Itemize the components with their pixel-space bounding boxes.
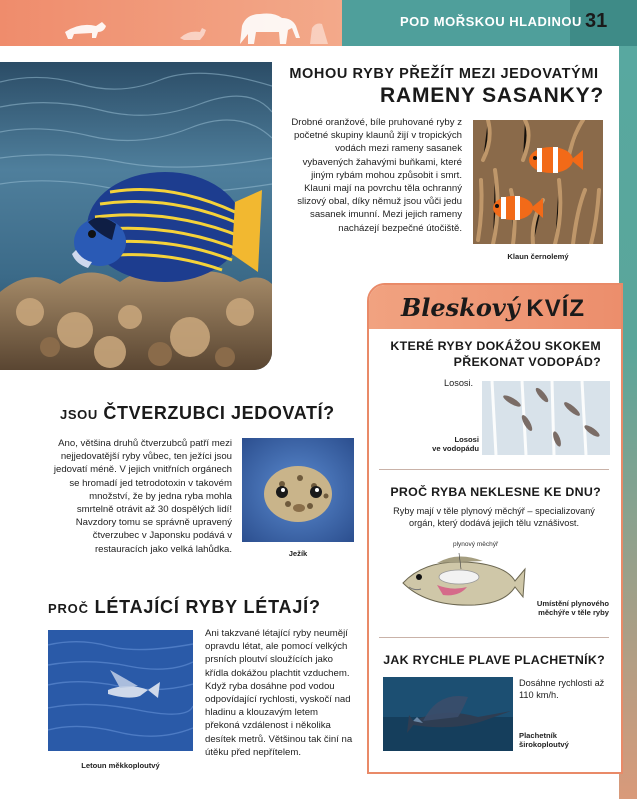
quiz-q1-prefix: KTERÉ RYBY <box>390 339 473 353</box>
sailfish-photo <box>383 677 513 751</box>
swim-bladder-label: plynový měchýř <box>453 541 499 548</box>
swim-bladder-caption <box>509 599 609 617</box>
quiz-divider-1 <box>379 469 609 470</box>
quick-quiz-panel <box>367 283 623 774</box>
angelfish-photo <box>0 62 272 370</box>
salmon-waterfall-photo <box>482 381 610 455</box>
question-flying-text: Ani takzvané létající ryby neumějí opravdu létat, ale pomocí velkých prsních ploutví sloužících jako křídla dokážou plachtit vzduchem. Když ryba dosáhne pod vodou odpovídající rychlosti, vyskočí nad hladinu a klouzavým letem překoná vzdálenost i několika desítek metrů. Většinou tak činí na útěku před nepřítelem. <box>205 628 353 758</box>
swim-bladder-diagram <box>397 547 527 617</box>
quiz-divider-2 <box>379 637 609 638</box>
quiz-q2-main: RYBA NEKLESNE KE DNU? <box>431 485 601 499</box>
quiz-q1-answer: Lososi. <box>444 378 474 388</box>
quiz-q2-prefix: PROČ <box>390 485 428 499</box>
sailfish-caption <box>519 731 609 749</box>
question-anemone-title-line1: MOHOU RYBY PŘEŽÍT MEZI JEDOVATÝMI <box>289 66 599 82</box>
porcupinefish-caption: Ježík <box>288 549 308 558</box>
question-puffer-main: ČTVERZUBCI JEDOVATÍ? <box>103 403 335 423</box>
question-flying-title <box>48 597 321 618</box>
quiz-title-bold: KVÍZ <box>526 295 586 322</box>
flying-fish-caption: Letoun měkkoploutvý <box>81 761 160 770</box>
question-puffer-text: Ano, většina druhů čtverzubců patří mezi nejjedovatější ryby vůbec, ten ježíci jsou jedovatí méně. V jejich vnitřních orgánech se hromadí jed tetrodotoxin v takovém množství, že by jedna ryba mohla smrtelně otrávit až 30 dospělých lidí! Navzdory tomu se správně upravený čtverzubec v Japonsku podává v restauracích jako velká lahůdka. <box>53 438 232 555</box>
question-flying-prefix: PROČ <box>48 601 89 616</box>
quiz-q1-line1 <box>369 339 601 353</box>
page-number: 31 <box>585 10 608 32</box>
quiz-q3-prefix: JAK <box>383 653 409 667</box>
swim-bladder-caption-line1: Umístění plynového <box>536 599 609 608</box>
question-puffer-title <box>60 403 335 424</box>
flying-fish-photo <box>48 630 193 751</box>
quiz-q3-title <box>369 653 605 667</box>
quiz-q1-main: DOKÁŽOU SKOKEM <box>476 339 601 353</box>
quiz-title <box>401 293 585 323</box>
question-flying-main: LÉTAJÍCÍ RYBY LÉTAJÍ? <box>94 597 321 617</box>
swim-bladder-caption-line2: měchýře v těle ryby <box>538 608 609 617</box>
question-puffer-prefix: JSOU <box>60 407 98 422</box>
salmon-caption-line2: ve vodopádu <box>432 444 479 453</box>
clownfish-photo <box>473 120 603 244</box>
clownfish-caption: Klaun černolemý <box>507 252 569 261</box>
quiz-q3-main: RYCHLE PLAVE PLACHETNÍK? <box>412 653 605 667</box>
section-title: POD MOŘSKOU HLADINOU <box>400 14 582 29</box>
salmon-caption <box>423 435 479 453</box>
sailfish-caption-line1: Plachetník <box>519 731 557 740</box>
quiz-title-script: Bleskový <box>401 293 520 322</box>
quiz-q3-answer: Dosáhne rychlosti až 110 km/h. <box>519 678 605 700</box>
porcupinefish-photo <box>242 438 354 542</box>
quiz-q1-line2: PŘEKONAT VODOPÁD? <box>453 355 601 369</box>
question-anemone-title-line2: RAMENY SASANKY? <box>380 84 604 107</box>
question-anemone-text: Drobné oranžové, bíle pruhované ryby z početné skupiny klaunů žijí v tropických vodách mezi rameny sasanek vybavených žahavými buňkami, které jiným rybám mohou způsobit i smrt. Klauni mají na povrchu těla ochranný slizový obal, díky němuž jsou vůči jedu sasanek imunní. Mezi jejich rameny nacházejí bezpečné útočiště. <box>291 117 462 234</box>
salmon-caption-line1: Lososi <box>454 435 479 444</box>
animal-silhouettes-icon <box>60 8 340 46</box>
quiz-q2-answer: Ryby mají v těle plynový měchýř – specializovaný orgán, který dodává jejich tělu vznášivost. <box>393 506 595 528</box>
quiz-q2-title <box>369 485 601 499</box>
sailfish-caption-line2: širokoploutvý <box>519 740 569 749</box>
